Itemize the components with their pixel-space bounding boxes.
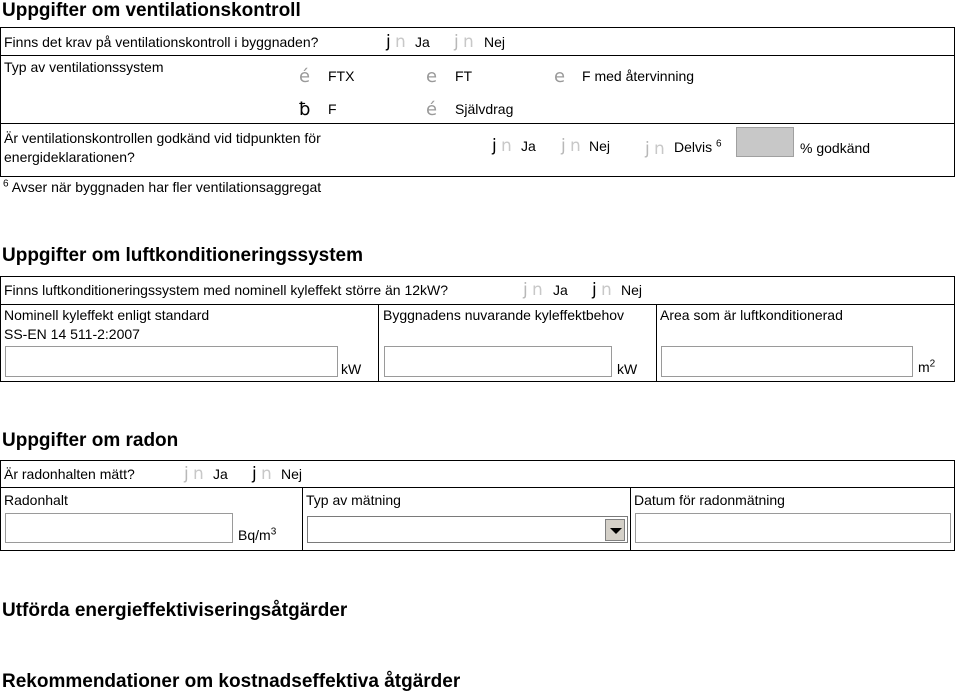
approval-question-line2: energideklarationen? xyxy=(4,149,135,165)
f-recovery-checkbox[interactable]: e xyxy=(554,66,566,87)
q1-yes-label: Ja xyxy=(415,34,430,50)
divider xyxy=(0,304,955,305)
conditioned-area-unit: $m^2$ xyxy=(918,358,936,375)
cooling-demand-unit: kW xyxy=(617,361,638,377)
measurement-type-select[interactable] xyxy=(307,516,628,543)
ac-yes-radio[interactable]: j n xyxy=(523,280,543,300)
ftx-label: FTX xyxy=(328,68,355,84)
percent-approved-field[interactable] xyxy=(736,127,794,157)
q2-no-label: Nej xyxy=(589,138,611,154)
radon-yes-radio[interactable]: j n xyxy=(184,464,204,484)
cooling-demand-input[interactable] xyxy=(384,346,612,377)
f-label: F xyxy=(328,101,337,117)
radon-level-input[interactable] xyxy=(5,513,233,543)
divider xyxy=(0,123,955,124)
nominal-cooling-unit: kW xyxy=(341,361,362,377)
recommendations-heading: Rekommendationer om kostnadseffektiva åtgärder xyxy=(2,671,461,692)
ventilation-heading: Uppgifter om ventilationskontroll xyxy=(2,0,301,21)
radon-heading: Uppgifter om radon xyxy=(2,430,179,451)
divider xyxy=(656,304,657,382)
measurement-date-input[interactable] xyxy=(635,513,951,543)
conditioned-area-label: Area som är luftkonditionerad xyxy=(660,307,843,323)
q1-no-label: Nej xyxy=(484,34,506,50)
ac-heading: Uppgifter om luftkonditioneringssystem xyxy=(2,245,364,266)
radon-yes-label: Ja xyxy=(213,466,228,482)
conditioned-area-input[interactable] xyxy=(661,346,913,377)
radon-no-label: Nej xyxy=(281,466,303,482)
ac-no-radio[interactable]: j n xyxy=(592,280,612,300)
q2-no-radio[interactable]: j n xyxy=(561,136,581,156)
nominal-cooling-label-line2: SS-EN 14 511-2:2007 xyxy=(4,326,140,342)
divider xyxy=(302,487,303,551)
ftx-checkbox[interactable]: é xyxy=(299,66,311,87)
nominal-cooling-input[interactable] xyxy=(5,346,338,377)
percent-approved-label: % godkänd xyxy=(800,140,871,156)
ventilation-control-question: Finns det krav på ventilationskontroll i byggnaden? xyxy=(4,34,319,50)
self-draft-label: Självdrag xyxy=(455,101,514,117)
q1-yes-radio[interactable]: j n xyxy=(386,32,406,52)
radon-no-radio[interactable]: j n xyxy=(252,464,272,484)
nominal-cooling-label-line1: Nominell kyleffekt enligt standard xyxy=(4,307,210,323)
divider xyxy=(0,55,955,56)
q2-partial-label: Delvis $^6$ xyxy=(674,138,722,155)
ac-question: Finns luftkonditioneringssystem med nominell kyleffekt större än 12kW? xyxy=(4,282,449,298)
radon-level-label: Radonhalt xyxy=(4,492,68,508)
measures-heading: Utförda energieffektiviseringsåtgärder xyxy=(2,600,348,621)
f-checkbox[interactable]: ƀ xyxy=(299,99,311,120)
ventilation-system-label: Typ av ventilationssystem xyxy=(4,59,164,75)
q1-no-radio[interactable]: j n xyxy=(454,32,474,52)
approval-question-line1: Är ventilationskontrollen godkänd vid tidpunkten för xyxy=(4,130,321,146)
radon-level-unit: $Bq/m^3$ xyxy=(238,526,277,543)
cooling-demand-label: Byggnadens nuvarande kyleffektbehov xyxy=(383,307,625,323)
radon-question: Är radonhalten mätt? xyxy=(4,466,135,482)
ac-no-label: Nej xyxy=(621,282,643,298)
measurement-date-label: Datum för radonmätning xyxy=(634,492,785,508)
divider xyxy=(378,304,379,382)
q2-yes-radio[interactable]: j n xyxy=(492,136,512,156)
measurement-type-label: Typ av mätning xyxy=(306,492,401,508)
f-recovery-label: F med återvinning xyxy=(582,68,695,84)
divider xyxy=(630,487,631,551)
divider xyxy=(0,487,955,488)
ft-label: FT xyxy=(455,68,473,84)
footnote: $^6$ Avser när byggnaden har fler ventilationsaggregat xyxy=(3,178,322,195)
q2-yes-label: Ja xyxy=(521,138,536,154)
ac-yes-label: Ja xyxy=(553,282,568,298)
self-draft-checkbox[interactable]: é xyxy=(426,99,438,120)
chevron-down-icon[interactable] xyxy=(605,519,625,541)
ft-checkbox[interactable]: e xyxy=(426,66,438,87)
q2-partial-radio[interactable]: j n xyxy=(645,139,665,159)
